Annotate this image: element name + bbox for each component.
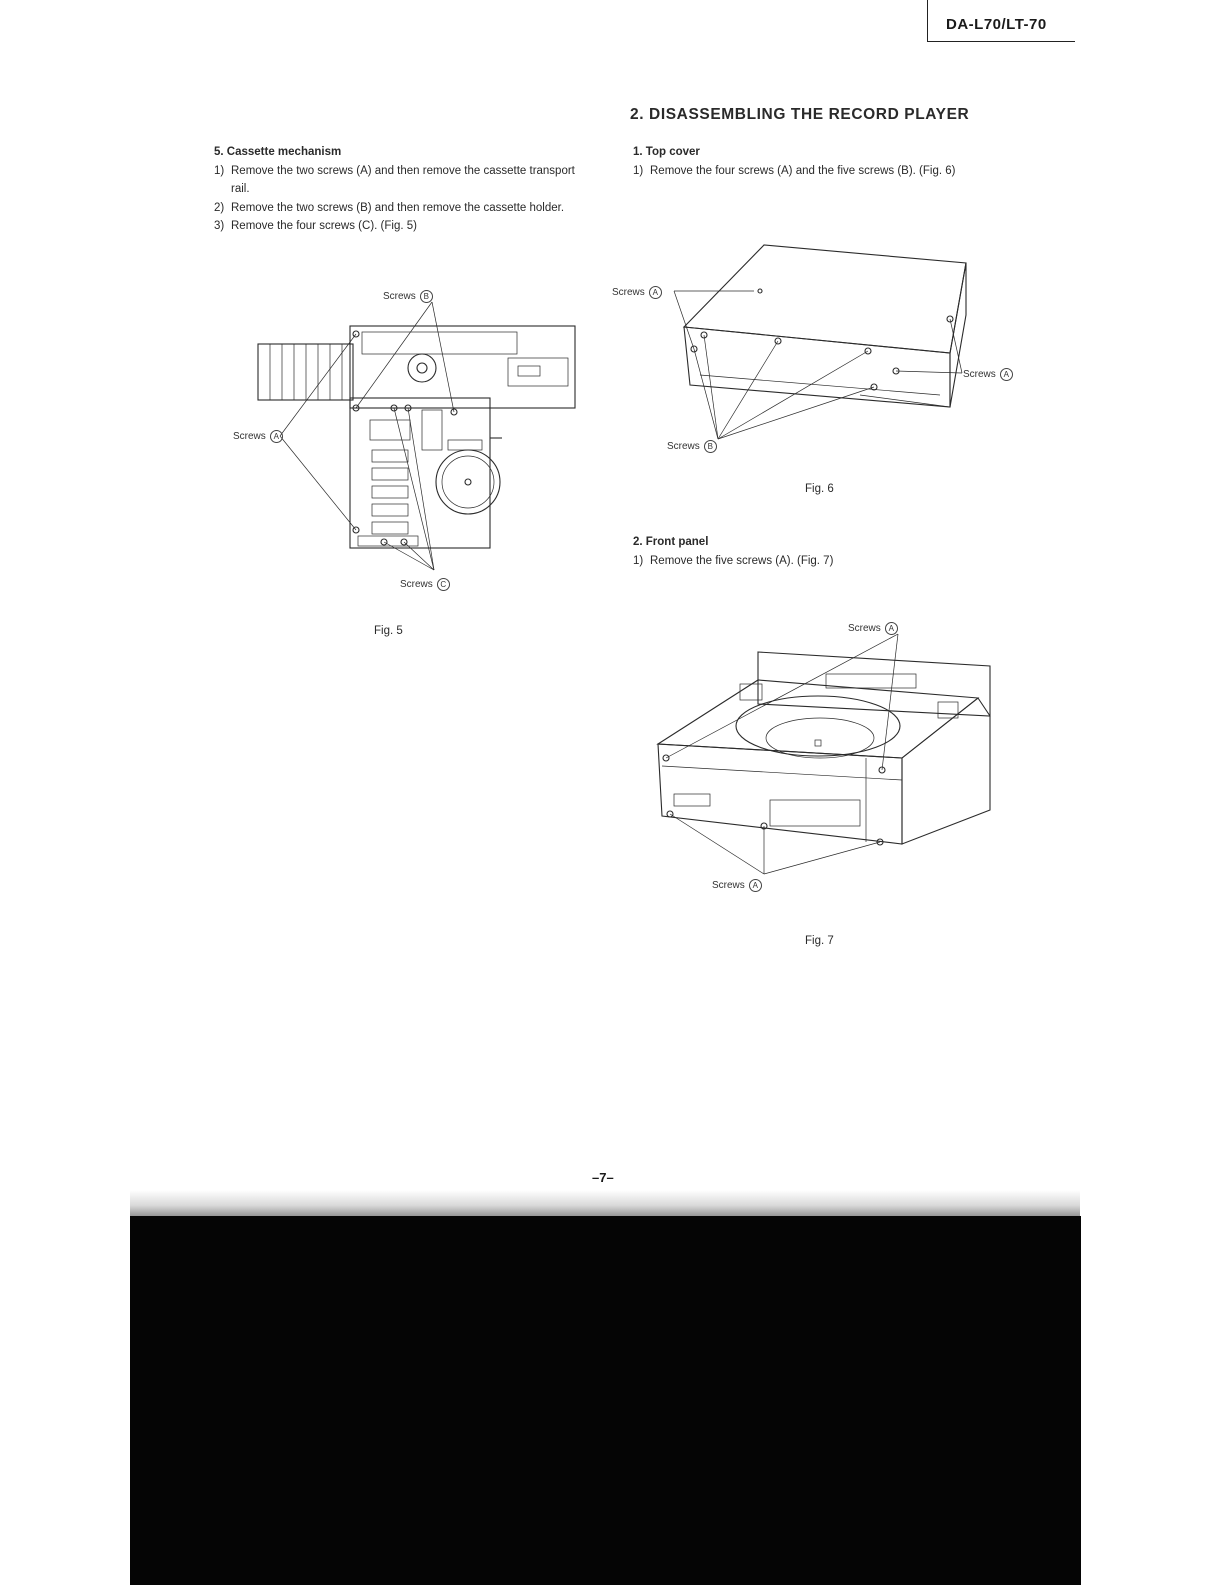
step-text: Remove the two screws (B) and then remove the cassette holder. bbox=[231, 201, 565, 214]
front-panel-step-1 bbox=[633, 552, 1008, 571]
step-text: Remove the four screws (A) and the five screws (B). (Fig. 6) bbox=[650, 164, 956, 177]
cassette-mechanism-heading: 5. Cassette mechanism bbox=[214, 146, 342, 158]
callout-text: Screws bbox=[848, 623, 881, 635]
fig7-screws-bottom-label bbox=[712, 879, 762, 892]
step-number: 2) bbox=[214, 201, 225, 214]
top-cover-heading: 1. Top cover bbox=[633, 146, 700, 158]
front-panel-heading: 2. Front panel bbox=[633, 536, 709, 548]
top-cover-section bbox=[633, 143, 1008, 180]
circled-c-marker: C bbox=[437, 578, 450, 591]
step-text: Remove the five screws (A). (Fig. 7) bbox=[650, 554, 834, 567]
fig5-caption: Fig. 5 bbox=[374, 625, 403, 637]
callout-text: Screws bbox=[383, 291, 416, 303]
circled-b-marker: B bbox=[420, 290, 433, 303]
fig6-screws-a-right-label bbox=[963, 368, 1013, 381]
callout-text: Screws bbox=[667, 441, 700, 453]
callout-text: Screws bbox=[963, 369, 996, 381]
callout-text: Screws bbox=[712, 880, 745, 892]
fig7-caption: Fig. 7 bbox=[805, 935, 834, 947]
front-panel-section bbox=[633, 533, 1008, 570]
fig6-screws-a-left-label bbox=[612, 286, 662, 299]
circled-a-marker: A bbox=[885, 622, 898, 635]
model-number-tag: DA-L70/LT-70 bbox=[927, 0, 1075, 42]
callout-text: Screws bbox=[612, 287, 645, 299]
callout-text: Screws bbox=[233, 431, 266, 443]
callout-text: Screws bbox=[400, 579, 433, 591]
circled-a-marker: A bbox=[749, 879, 762, 892]
circled-a-marker: A bbox=[649, 286, 662, 299]
step-text: Remove the two screws (A) and then remove the cassette transport rail. bbox=[231, 164, 575, 195]
fig6-screws-b-label bbox=[667, 440, 717, 453]
fig7-screws-top-label bbox=[848, 622, 898, 635]
circled-a-marker: A bbox=[270, 430, 283, 443]
fig5-screws-c-label bbox=[400, 578, 450, 591]
circled-b-marker: B bbox=[704, 440, 717, 453]
fig7-front-panel-drawing bbox=[640, 620, 1020, 890]
fig5-cassette-mechanism-drawing bbox=[200, 280, 600, 610]
fig6-caption: Fig. 6 bbox=[805, 483, 834, 495]
step-text: Remove the four screws (C). (Fig. 5) bbox=[231, 220, 417, 232]
fig5-screws-a-label bbox=[233, 430, 283, 443]
page-number: –7– bbox=[592, 1170, 614, 1185]
cassette-mechanism-section bbox=[214, 143, 586, 236]
step-number: 1) bbox=[214, 164, 225, 177]
step-number: 3) bbox=[214, 220, 225, 232]
step-number: 1) bbox=[633, 554, 644, 567]
step-number: 1) bbox=[633, 164, 644, 177]
top-cover-step-1 bbox=[633, 162, 1008, 181]
record-player-section-title: 2. DISASSEMBLING THE RECORD PLAYER bbox=[630, 106, 970, 123]
circled-a-marker: A bbox=[1000, 368, 1013, 381]
cassette-step-3 bbox=[214, 217, 586, 236]
scan-edge-shadow bbox=[130, 1190, 1080, 1218]
scan-black-area bbox=[130, 1216, 1081, 1585]
cassette-step-2 bbox=[214, 199, 586, 218]
fig5-screws-b-label bbox=[383, 290, 433, 303]
fig6-top-cover-drawing bbox=[600, 235, 1030, 465]
cassette-step-1 bbox=[214, 162, 586, 199]
